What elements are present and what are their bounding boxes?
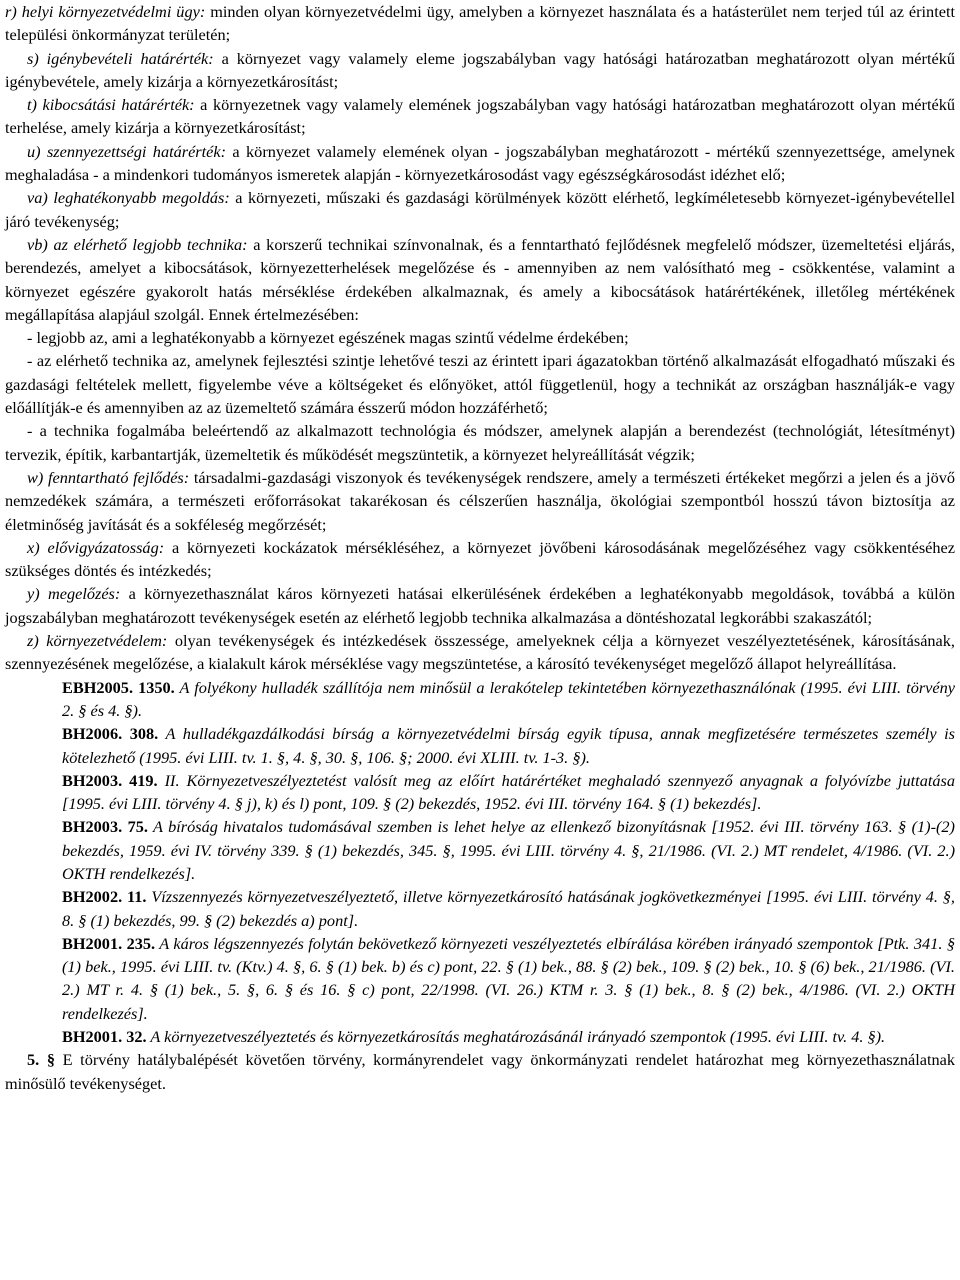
definition-term: w) fenntartható fejlődés: [27,467,190,487]
definition-r [5,0,955,47]
case-code: EBH2005. 1350. [62,677,175,697]
definition-x [5,536,955,583]
definition-text: a korszerű technikai színvonalnak, és a fenntartható fejlődésnek megfelelő módszer, üzemeltetési eljárás, berendezés, amelyet a kibocsátások, környezetterhelések megelőzése és - amennyiben az nem valósítható meg - csökkentése, valamint a környezet egészére gyakorolt hatás mérséklése érdekében alkalmaznak, és amely a kibocsátások határértékének, illetőleg mértékének megállapítása alapjául szolgál. Ennek értelmezésében: [5,234,955,324]
definition-term: u) szennyezettségi határérték: [27,141,227,161]
case-code: BH2003. 419. [62,770,158,790]
case-summary: A környezetveszélyeztetés és környezetkárosítás meghatározásánál irányadó szempontok (1995. évi LIII. tv. 4. §). [146,1027,886,1047]
case-code: BH2003. 75. [62,817,148,837]
case-code: BH2006. 308. [62,724,159,744]
definition-text: minden olyan környezetvédelmi ügy, amelyben a környezet használata és a hatásterület nem terjed túl az érintett települési önkormányzat területén; [5,2,955,45]
definition-term: s) igénybevételi határérték: [27,48,214,68]
section-5 [5,1048,955,1095]
case-summary: II. Környezetveszélyeztetést valósít meg az előírt határértéket meghaladó szennyező anyagnak a folyóvízbe juttatása [1995. évi LIII. törvény 4. § j), k) és l) pont, 109. § (2) bekezdés, 1952. évi III. törvény 164. § (1) bekezdés]. [62,770,955,814]
section-number: 5. § [27,1050,55,1070]
section-text: E törvény hatálybalépését követően törvény, kormányrendelet vagy önkormányzati rendelet határozhat meg környezethasználatnak minősülő tevékenységet. [5,1050,956,1093]
vb-item: - az elérhető technika az, amelynek fejlesztési szintje lehetővé teszi az érintett ipari ágazatokban történő alkalmazását elfogadható műszaki és gazdasági feltételek mellett, figyelembe véve a költségeket és előnyöket, attól függetlenül, hogy a technikát az országban használják-e vagy előállítják-e és amennyiben az az üzemeltető számára ésszerű módon hozzáférhető; [5,351,955,418]
definition-term: vb) az elérhető legjobb technika: [27,234,248,254]
case-summary: A káros légszennyezés folytán bekövetkező környezeti veszélyeztetés elbírálása körében irányadó szempontok [Ptk. 341. § (1) bek., 1995. évi LIII. tv. (Ktv.) 4. §, 6. § (1) bek. b) és c) pont, 22. § (1) bek., 88. § (2) bek., 109. § (2) bek., 10. § (6) bek., 21/1986. (VI. 2.) MT r. 4. § (1) bek., 5. §, 6. § és 16. § c) pont, 22/1998. (VI. 26.) KTM r. 3. § (1) bek., 8. § (2) bek., 4/1986. (VI. 2.) OKTH rendelkezés]. [62,933,955,1023]
case-reference [5,676,955,723]
case-summary: A folyékony hulladék szállítója nem minősül a lerakótelep tekintetében környezethasználónak (1995. évi LIII. törvény 2. § és 4. §). [62,677,955,720]
case-reference [5,815,955,885]
definition-term: va) leghatékonyabb megoldás: [27,188,230,208]
definition-text: a környezeti, műszaki és gazdasági körülmények között elérhető, legkíméletesebb környezet-igénybevétellel járó tevékenység; [5,188,955,231]
case-reference [5,769,955,816]
definition-term: r) helyi környezetvédelmi ügy: [5,2,206,21]
definition-term: t) kibocsátási határérték: [27,95,195,115]
definition-text: a környezeti kockázatok mérsékléséhez, a környezet jövőbeni károsodásának megelőzéséhez vagy csökkentéséhez szükséges döntés és intézkedés; [5,537,955,581]
definition-t [5,93,955,140]
vb-item: - legjobb az, ami a leghatékonyabb a környezet egészének magas szintű védelme érdekében; [27,328,629,348]
definition-u [5,140,955,187]
case-summary: A hulladékgazdálkodási bírság a környezetvédelmi bírság egyik típusa, annak megfizetésére természetes személy is kötelezhető (1995. évi LIII. tv. 1. §, 4. §, 30. §, 106. §; 2000. évi XLIII. tv. 1-3. §). [62,724,955,767]
definition-term: z) környezetvédelem: [27,631,168,651]
definition-y [5,582,955,629]
definition-text: a környezet valamely elemének olyan - jogszabályban meghatározott - mértékű szennyezettsége, amelynek meghaladása - a mindenkori tudományos ismeretek alapján - környezetkárosodást vagy egészségkárosodást idézhet elő; [5,141,955,185]
case-reference [5,1025,955,1048]
definition-z [5,629,955,676]
case-code: BH2001. 235. [62,933,156,953]
definition-text: a környezethasználat káros környezeti hatásai elkerülésének érdekében a leghatékonyabb megoldások, továbbá a külön jogszabályban meghatározott tevékenységek esetén az elérhető legjobb technika alkalmazása a döntéshozatal legkorábbi szakaszától; [5,584,955,627]
definition-term: y) megelőzés: [27,584,121,604]
case-code: BH2002. 11. [62,887,147,907]
definition-s [5,47,955,94]
definition-va [5,186,955,233]
case-reference [5,722,955,769]
case-summary: Vízszennyezés környezetveszélyeztető, illetve környezetkárosító hatásának jogkövetkezményei [1995. évi LIII. törvény 4. §, 8. § (1) bekezdés, 99. § (2) bekezdés a) pont]. [62,887,955,930]
definition-text: olyan tevékenységek és intézkedések összessége, amelyeknek célja a környezet veszélyeztetésének, károsításának, szennyezésének megelőzése, a kialakult károk mérséklése vagy megszüntetése, a károsító tevékenységet megelőző állapot helyreállítása. [5,631,955,674]
definition-vb [5,233,955,326]
case-code: BH2001. 32. [62,1027,147,1047]
definition-term: x) elővigyázatosság: [27,537,165,557]
case-reference [5,932,955,1025]
case-reference [5,885,955,932]
definition-text: a környezet vagy valamely eleme jogszabályban vagy hatósági határozatban meghatározott olyan mértékű igénybevétele, amely kizárja a környezetkárosítást; [5,48,955,91]
vb-item: - a technika fogalmába beleértendő az alkalmazott technológia és módszer, amelynek alapján a berendezést (technológiát, létesítményt) tervezik, építik, karbantartják, üzemeltetik és működését megszüntetik, a környezet helyreállítását végzik; [5,421,955,464]
definition-text: a környezetnek vagy valamely elemének jogszabályban vagy hatósági határozatban meghatározott olyan mértékű terhelése, amely kizárja a környezetkárosítást; [5,95,955,138]
case-summary: A bíróság hivatalos tudomásával szemben is lehet helye az ellenkező bizonyításnak [1952. évi III. törvény 163. § (1)-(2) bekezdés, 1959. évi IV. törvény 339. § (1) bekezdés, 345. §, 1995. évi LIII. törvény 4. §, 21/1986. (VI. 2.) MT rendelet, 4/1986. (VI. 2.) OKTH rendelkezés]. [62,817,955,883]
definition-text: társadalmi-gazdasági viszonyok és tevékenységek rendszere, amely a természeti értékeket megőrzi a jelen és a jövő nemzedékek számára, a természeti erőforrásokat takarékosan és célszerűen használja, ökológiai szempontból hosszú távon biztosítja az életminőség javítását és a sokféleség megőrzését; [5,467,956,534]
definition-w [5,466,955,536]
